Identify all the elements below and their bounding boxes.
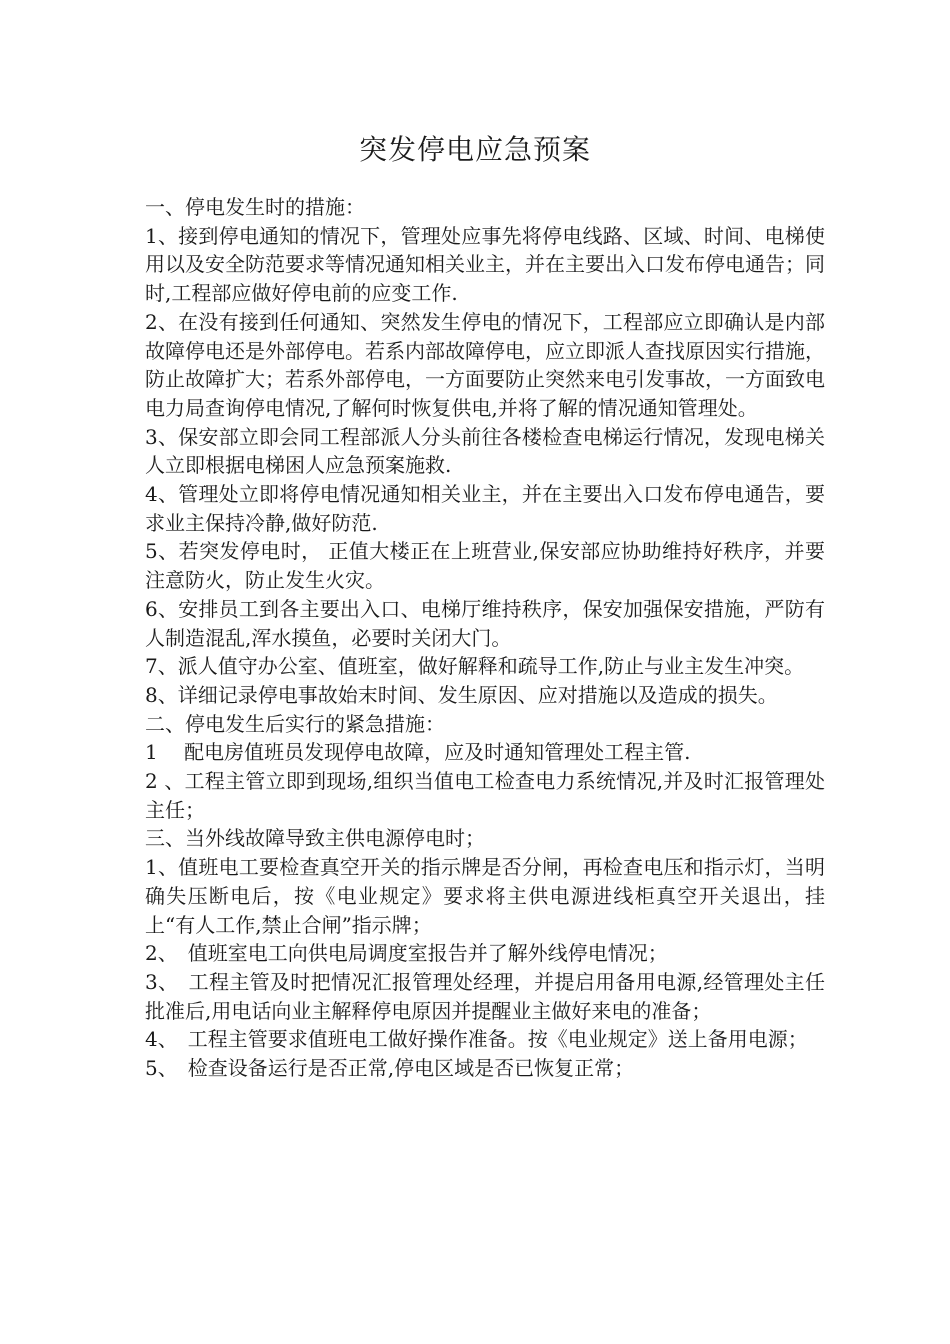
document-body [145,193,825,1083]
paragraph-item-3-3: 3、 工程主管及时把情况汇报管理处经理，并提启用备用电源,经管理处主任批准后,用电话向业主解释停电原因并提醒业主做好来电的准备； [145,969,825,1023]
paragraph-item-1: 1、接到停电通知的情况下，管理处应事先将停电线路、区域、时间、电梯使用以及安全防范要求等情况通知相关业主，并在主要出入口发布停电通告；同时,工程部应做好停电前的应变工作. [145,223,825,306]
paragraph-item-3-5: 5、 检查设备运行是否正常,停电区域是否已恢复正常； [145,1056,635,1081]
section-heading-2: 二、停电发生后实行的紧急措施： [145,711,445,736]
paragraph-item-3-4: 4、 工程主管要求值班电工做好操作准备。按《电业规定》送上备用电源； [145,1027,808,1052]
section-heading-3: 三、当外线故障导致主供电源停电时； [145,826,485,851]
paragraph-item-8: 8、详细记录停电事故始末时间、发生原因、应对措施以及造成的损失。 [145,682,778,707]
section-heading-1: 一、停电发生时的措施： [145,195,365,219]
paragraph-item-5: 5、若突发停电时， 正值大楼正在上班营业,保安部应协助维持好秩序，并要注意防火，防止发生火灾。 [145,539,825,593]
paragraph-item-3: 3、保安部立即会同工程部派人分头前往各楼检查电梯运行情况，发现电梯关人立即根据电梯困人应急预案施救. [145,424,825,478]
paragraph-item-2-2: 2 、工程主管立即到现场,组织当值电工检查电力系统情况,并及时汇报管理处主任； [145,769,825,822]
paragraph-item-2-1: 1 配电房值班员发现停电故障，应及时通知管理处工程主管. [145,740,691,765]
paragraph-item-4: 4、管理处立即将停电情况通知相关业主，并在主要出入口发布停电通告，要求业主保持冷静,做好防范. [145,482,825,535]
document-title: 突发停电应急预案 [358,133,591,166]
paragraph-item-6: 6、安排员工到各主要出入口、电梯厅维持秩序，保安加强保安措施，严防有人制造混乱,浑水摸鱼，必要时关闭大门。 [145,596,825,650]
paragraph-item-3-2: 2、 值班室电工向供电局调度室报告并了解外线停电情况； [145,941,668,966]
paragraph-item-7: 7、派人值守办公室、值班室，做好解释和疏导工作,防止与业主发生冲突。 [145,654,805,679]
paragraph-item-3-1: 1、值班电工要检查真空开关的指示牌是否分闸，再检查电压和指示灯，当明确失压断电后，按《电业规定》要求将主供电源进线柜真空开关退出，挂上“有人工作,禁止合闸”指示牌； [145,855,825,937]
paragraph-item-2: 2、在没有接到任何通知、突然发生停电的情况下，工程部应立即确认是内部故障停电还是外部停电。若系内部故障停电，应立即派人查找原因实行措施，防止故障扩大；若系外部停电，一方面要防止突然来电引发事故，一方面致电电力局查询停电情况,了解何时恢复供电,并将了解的情况通知管理处。 [145,309,825,420]
